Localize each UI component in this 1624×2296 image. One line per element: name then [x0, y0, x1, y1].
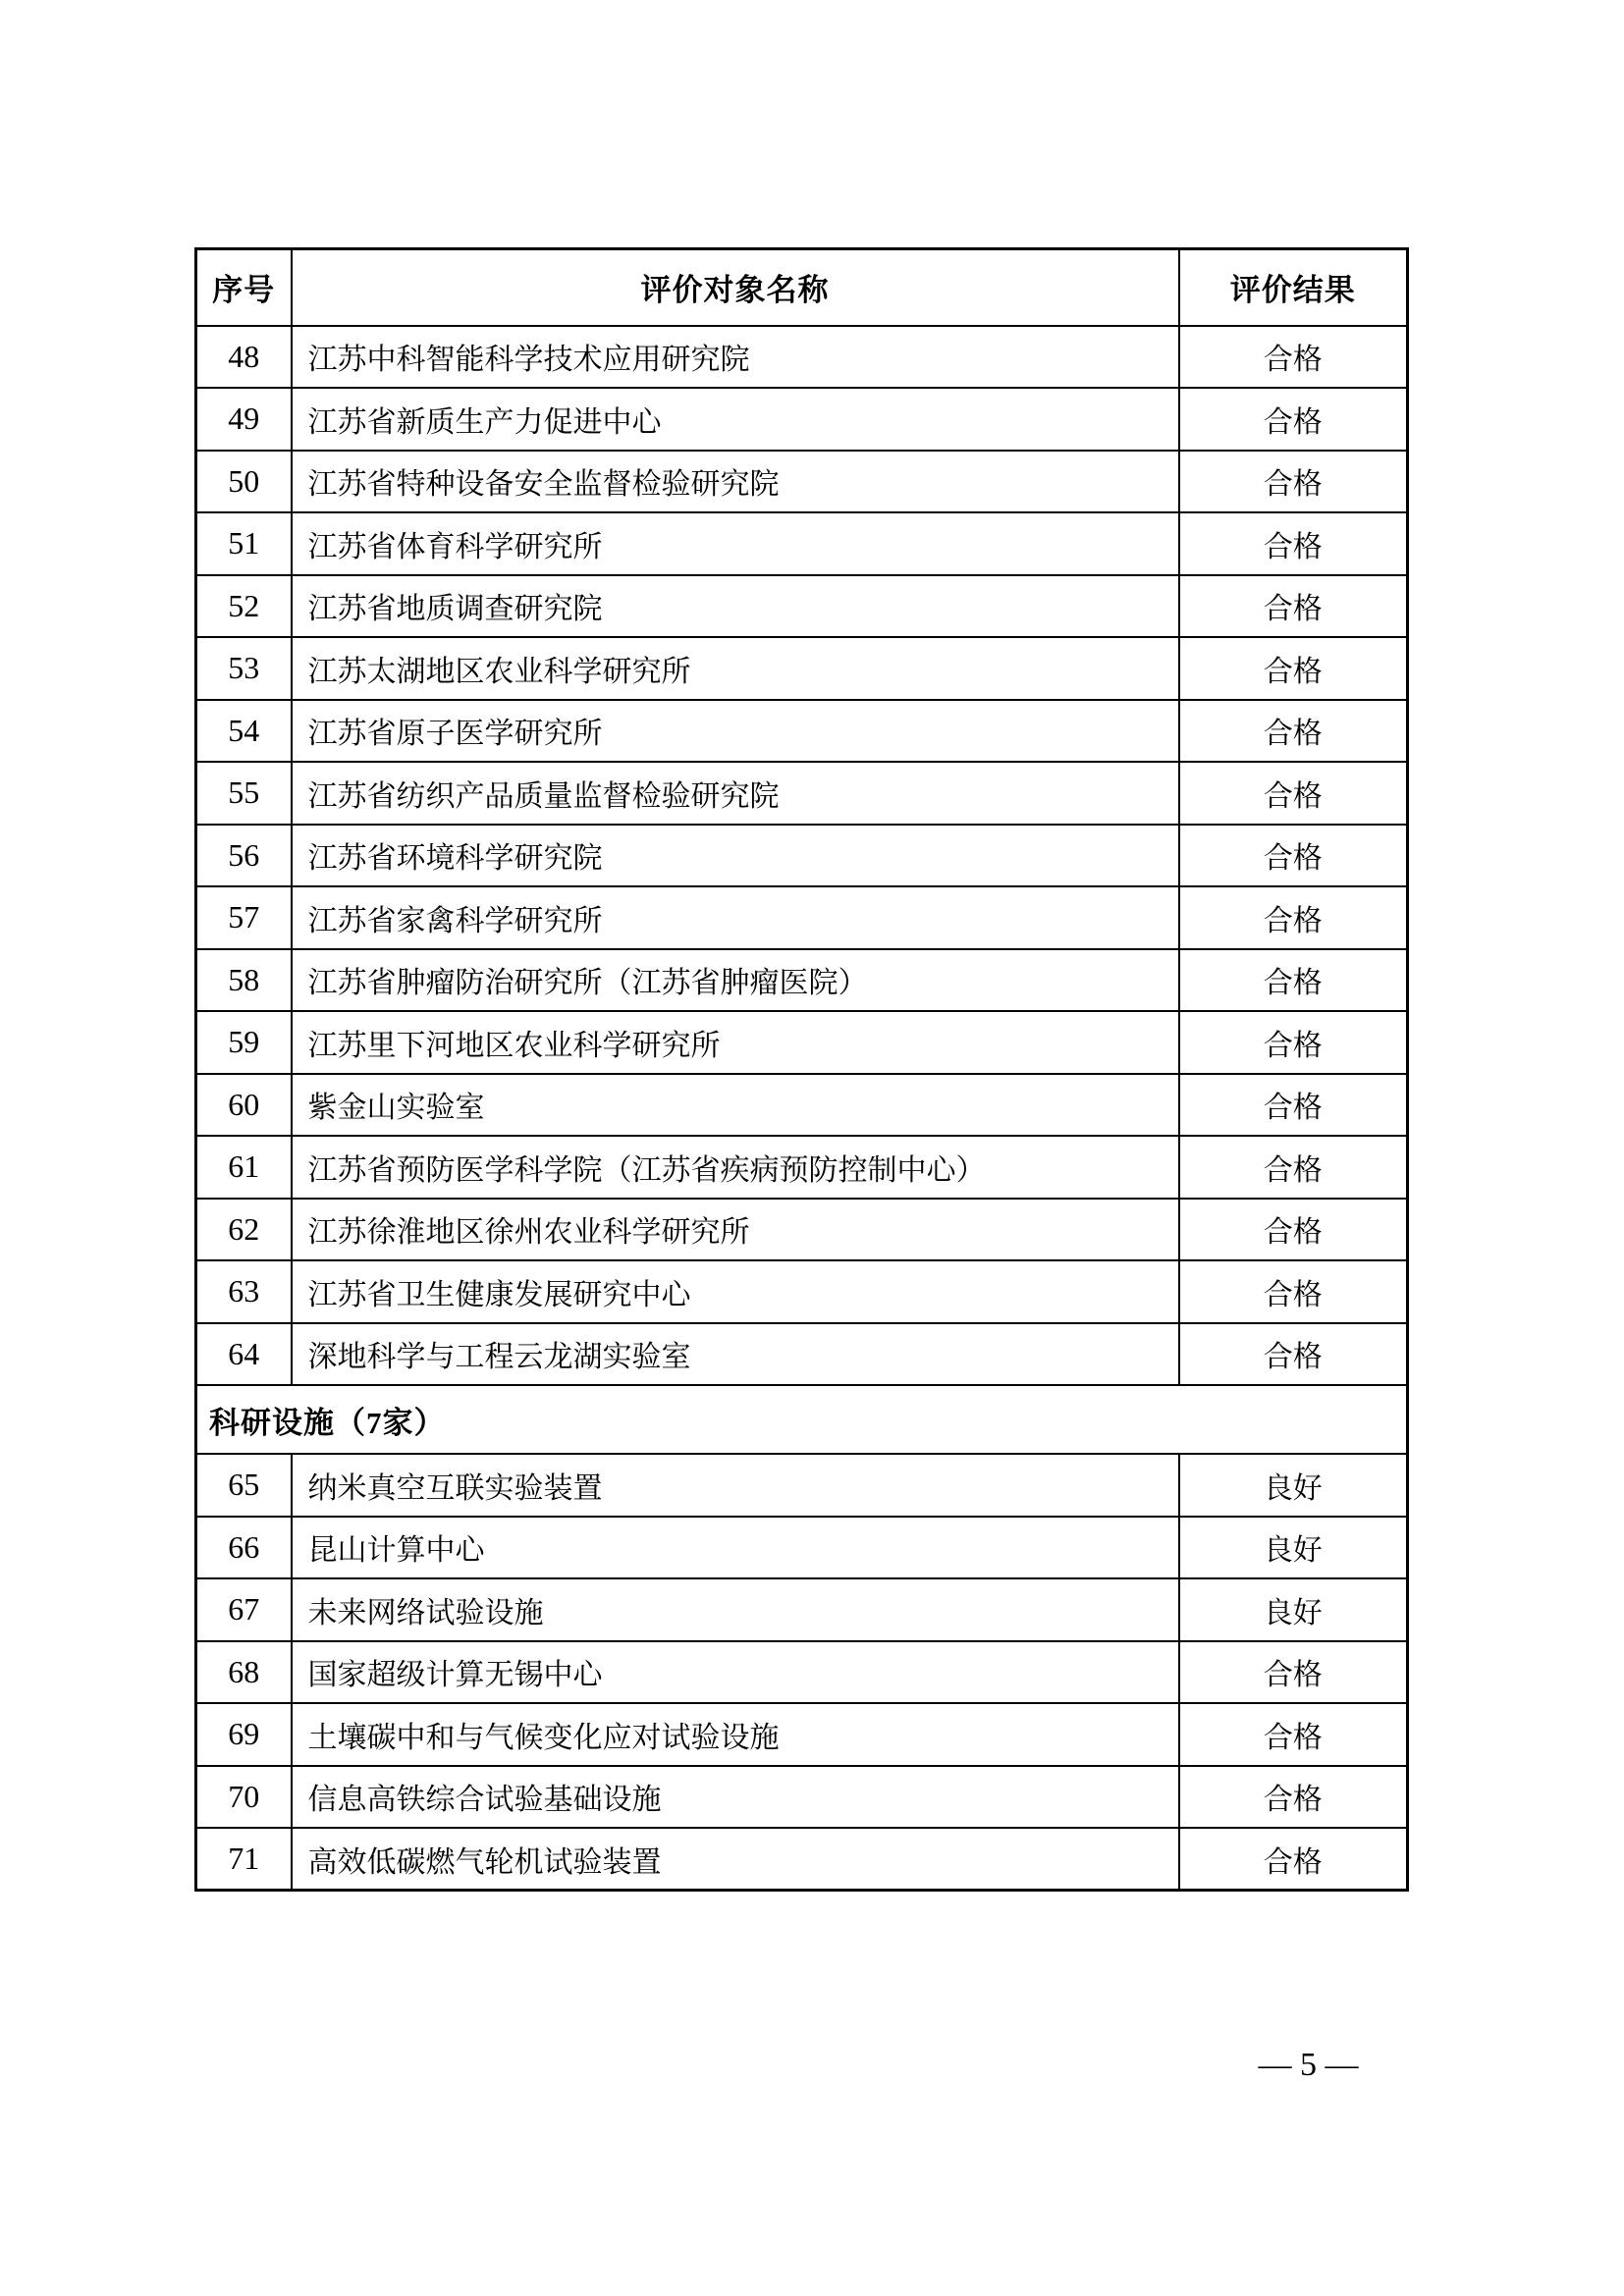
- table-row: [196, 825, 1408, 887]
- table-row: [196, 1323, 1408, 1386]
- table-row: [196, 388, 1408, 451]
- page-number: — 5 —: [1258, 2047, 1359, 2083]
- row-name-cell: 江苏省环境科学研究院: [292, 825, 1179, 887]
- row-name-cell: 江苏里下河地区农业科学研究所: [292, 1011, 1179, 1074]
- row-name-cell: 江苏省体育科学研究所: [292, 512, 1179, 575]
- row-result-cell: 合格: [1179, 326, 1408, 389]
- row-index-cell: 52: [196, 575, 292, 638]
- row-index-cell: 55: [196, 762, 292, 825]
- row-result-cell: 良好: [1179, 1454, 1408, 1517]
- table-row: [196, 1641, 1408, 1704]
- table-row: [196, 762, 1408, 825]
- table-row: [196, 512, 1408, 575]
- row-name-cell: 江苏省预防医学科学院（江苏省疾病预防控制中心）: [292, 1136, 1179, 1199]
- row-index-cell: 66: [196, 1517, 292, 1579]
- row-index-cell: 65: [196, 1454, 292, 1517]
- row-index-cell: 56: [196, 825, 292, 887]
- row-index-cell: 71: [196, 1828, 292, 1891]
- row-index-cell: 63: [196, 1260, 292, 1323]
- col-header-index: 序号: [196, 249, 292, 326]
- row-result-cell: 合格: [1179, 1766, 1408, 1829]
- row-index-cell: 68: [196, 1641, 292, 1704]
- row-result-cell: 合格: [1179, 1260, 1408, 1323]
- row-index-cell: 62: [196, 1199, 292, 1261]
- row-result-cell: 合格: [1179, 637, 1408, 700]
- row-index-cell: 59: [196, 1011, 292, 1074]
- row-result-cell: 合格: [1179, 1323, 1408, 1386]
- table-row: [196, 700, 1408, 763]
- table-row: [196, 1136, 1408, 1199]
- section-header-label: 科研设施（7家）: [196, 1385, 1408, 1454]
- table-row: [196, 949, 1408, 1012]
- row-result-cell: 合格: [1179, 1074, 1408, 1137]
- row-name-cell: 国家超级计算无锡中心: [292, 1641, 1179, 1704]
- row-result-cell: 合格: [1179, 886, 1408, 949]
- row-index-cell: 60: [196, 1074, 292, 1137]
- row-index-cell: 61: [196, 1136, 292, 1199]
- table-row: [196, 1517, 1408, 1579]
- row-name-cell: 高效低碳燃气轮机试验装置: [292, 1828, 1179, 1891]
- row-name-cell: 江苏省卫生健康发展研究中心: [292, 1260, 1179, 1323]
- row-name-cell: 紫金山实验室: [292, 1074, 1179, 1137]
- row-index-cell: 53: [196, 637, 292, 700]
- col-header-name: 评价对象名称: [292, 249, 1179, 326]
- table-row: [196, 1454, 1408, 1517]
- row-result-cell: 良好: [1179, 1517, 1408, 1579]
- row-result-cell: 合格: [1179, 1136, 1408, 1199]
- row-index-cell: 50: [196, 451, 292, 513]
- row-name-cell: 土壤碳中和与气候变化应对试验设施: [292, 1703, 1179, 1766]
- row-name-cell: 江苏省肿瘤防治研究所（江苏省肿瘤医院）: [292, 949, 1179, 1012]
- row-name-cell: 江苏省特种设备安全监督检验研究院: [292, 451, 1179, 513]
- row-name-cell: 信息高铁综合试验基础设施: [292, 1766, 1179, 1829]
- evaluation-results-table: [194, 247, 1409, 1892]
- row-result-cell: 合格: [1179, 1011, 1408, 1074]
- table-row: [196, 1260, 1408, 1323]
- row-result-cell: 合格: [1179, 1641, 1408, 1704]
- table-row: [196, 1703, 1408, 1766]
- row-result-cell: 合格: [1179, 762, 1408, 825]
- row-result-cell: 合格: [1179, 700, 1408, 763]
- row-name-cell: 纳米真空互联实验装置: [292, 1454, 1179, 1517]
- table-body: [196, 326, 1408, 1891]
- row-index-cell: 64: [196, 1323, 292, 1386]
- row-name-cell: 深地科学与工程云龙湖实验室: [292, 1323, 1179, 1386]
- row-result-cell: 合格: [1179, 451, 1408, 513]
- row-name-cell: 江苏中科智能科学技术应用研究院: [292, 326, 1179, 389]
- row-name-cell: 江苏太湖地区农业科学研究所: [292, 637, 1179, 700]
- row-result-cell: 合格: [1179, 512, 1408, 575]
- row-index-cell: 57: [196, 886, 292, 949]
- table-row: [196, 637, 1408, 700]
- row-index-cell: 70: [196, 1766, 292, 1829]
- row-name-cell: 江苏省地质调查研究院: [292, 575, 1179, 638]
- section-header-row: [196, 1385, 1408, 1454]
- row-name-cell: 江苏省原子医学研究所: [292, 700, 1179, 763]
- table-row: [196, 326, 1408, 389]
- table-row: [196, 886, 1408, 949]
- row-index-cell: 67: [196, 1578, 292, 1641]
- row-result-cell: 良好: [1179, 1578, 1408, 1641]
- table-row: [196, 1578, 1408, 1641]
- row-name-cell: 江苏省家禽科学研究所: [292, 886, 1179, 949]
- table-row: [196, 1766, 1408, 1829]
- table-header-row: [196, 249, 1408, 326]
- table-row: [196, 1074, 1408, 1137]
- table-row: [196, 575, 1408, 638]
- row-name-cell: 江苏省新质生产力促进中心: [292, 388, 1179, 451]
- row-index-cell: 48: [196, 326, 292, 389]
- row-result-cell: 合格: [1179, 1703, 1408, 1766]
- table-row: [196, 1199, 1408, 1261]
- row-name-cell: 江苏省纺织产品质量监督检验研究院: [292, 762, 1179, 825]
- row-name-cell: 江苏徐淮地区徐州农业科学研究所: [292, 1199, 1179, 1261]
- col-header-result: 评价结果: [1179, 249, 1408, 326]
- table-row: [196, 1828, 1408, 1891]
- row-result-cell: 合格: [1179, 949, 1408, 1012]
- row-result-cell: 合格: [1179, 388, 1408, 451]
- row-result-cell: 合格: [1179, 1828, 1408, 1891]
- row-result-cell: 合格: [1179, 575, 1408, 638]
- table-row: [196, 1011, 1408, 1074]
- row-index-cell: 58: [196, 949, 292, 1012]
- row-result-cell: 合格: [1179, 1199, 1408, 1261]
- row-index-cell: 49: [196, 388, 292, 451]
- row-index-cell: 51: [196, 512, 292, 575]
- row-name-cell: 昆山计算中心: [292, 1517, 1179, 1579]
- table-row: [196, 451, 1408, 513]
- row-index-cell: 69: [196, 1703, 292, 1766]
- row-index-cell: 54: [196, 700, 292, 763]
- row-result-cell: 合格: [1179, 825, 1408, 887]
- row-name-cell: 未来网络试验设施: [292, 1578, 1179, 1641]
